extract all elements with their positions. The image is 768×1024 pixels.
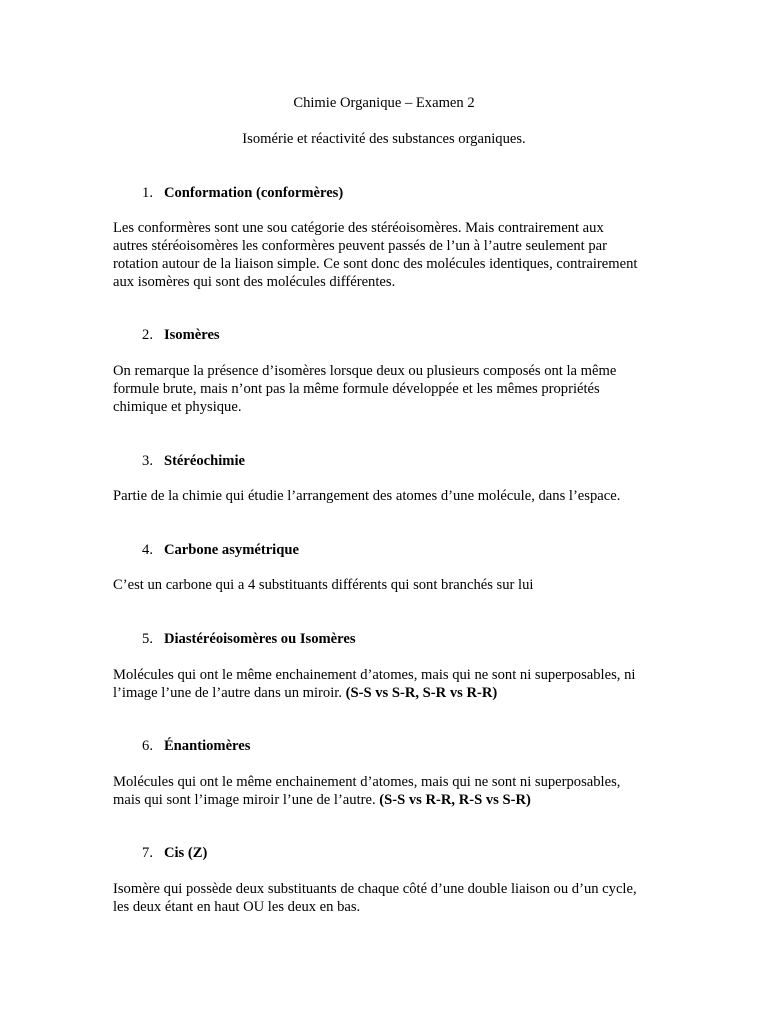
section-number: 6. (142, 738, 153, 754)
paragraph-line: Isomère qui possède deux substituants de chaque côté d’une double liaison ou d’un cycle, (113, 881, 637, 897)
section-number: 4. (142, 542, 153, 558)
section-title: Isomères (163, 327, 220, 343)
paragraph-line: Partie de la chimie qui étudie l’arrangement des atomes d’une molécule, dans l’espace. (113, 488, 621, 504)
section-paragraph-carbone-asymetrique (113, 576, 658, 594)
document-subtitle: Isomérie et réactivité des substances organiques. (242, 131, 526, 147)
section-paragraph-cis (113, 880, 658, 916)
emphasis-text: (S-S vs S-R, S-R vs R-R) (345, 685, 498, 701)
section-heading-conformation (113, 184, 673, 202)
paragraph-line-text: mais qui sont l’image miroir l’une de l’autre. (113, 792, 380, 808)
paragraph-line: Les conformères sont une sou catégorie des stéréoisomères. Mais contrairement aux (113, 220, 604, 236)
paragraph-line: Molécules qui ont le même enchainement d’atomes, mais qui ne sont ni superposables, (113, 774, 621, 790)
section-title: Carbone asymétrique (163, 542, 299, 558)
document-title: Chimie Organique – Examen 2 (293, 95, 475, 111)
paragraph-line: formule brute, mais n’ont pas la même formule développée et les mêmes propriétés (113, 381, 600, 397)
section-heading-stereochimie (113, 452, 673, 470)
paragraph-line: les deux étant en haut OU les deux en bas. (113, 899, 361, 915)
section-heading-isomeres (113, 326, 673, 344)
section-number: 5. (142, 631, 153, 647)
section-heading-diastereoisomeres (113, 630, 673, 648)
section-number: 1. (142, 185, 153, 201)
paragraph-line: C’est un carbone qui a 4 substituants différents qui sont branchés sur lui (113, 577, 534, 593)
section-number: 3. (142, 453, 153, 469)
paragraph-line: chimique et physique. (113, 399, 242, 415)
paragraph-line: autres stéréoisomères les conformères peuvent passés de l’un à l’autre seulement par (113, 238, 607, 254)
emphasis-text: (S-S vs R-R, R-S vs S-R) (379, 792, 531, 808)
section-heading-enantiomeres (113, 737, 673, 755)
paragraph-line (113, 684, 658, 702)
section-heading-carbone-asymetrique (113, 541, 673, 559)
section-title: Stéréochimie (163, 453, 245, 469)
paragraph-line (113, 791, 658, 809)
section-title: Cis (Z) (163, 845, 208, 861)
section-title: Diastéréoisomères ou Isomères (163, 631, 356, 647)
paragraph-line: aux isomères qui sont des molécules différentes. (113, 274, 396, 290)
section-title: Conformation (conformères) (163, 185, 344, 201)
section-title: Énantiomères (163, 738, 251, 754)
paragraph-line: Molécules qui ont le même enchainement d’atomes, mais qui ne sont ni superposables, ni (113, 667, 636, 683)
paragraph-line-text: l’image l’une de l’autre dans un miroir. (113, 685, 346, 701)
section-paragraph-stereochimie (113, 487, 658, 505)
section-paragraph-isomeres (113, 362, 658, 416)
section-paragraph-enantiomeres (113, 773, 658, 809)
section-heading-cis (113, 844, 673, 862)
section-number: 2. (142, 327, 153, 343)
section-number: 7. (142, 845, 153, 861)
section-paragraph-diastereoisomeres (113, 666, 658, 702)
paragraph-line: On remarque la présence d’isomères lorsque deux ou plusieurs composés ont la même (113, 363, 617, 379)
paragraph-line: rotation autour de la liaison simple. Ce sont donc des molécules identiques, contrairement (113, 256, 638, 272)
section-paragraph-conformation (113, 219, 658, 291)
